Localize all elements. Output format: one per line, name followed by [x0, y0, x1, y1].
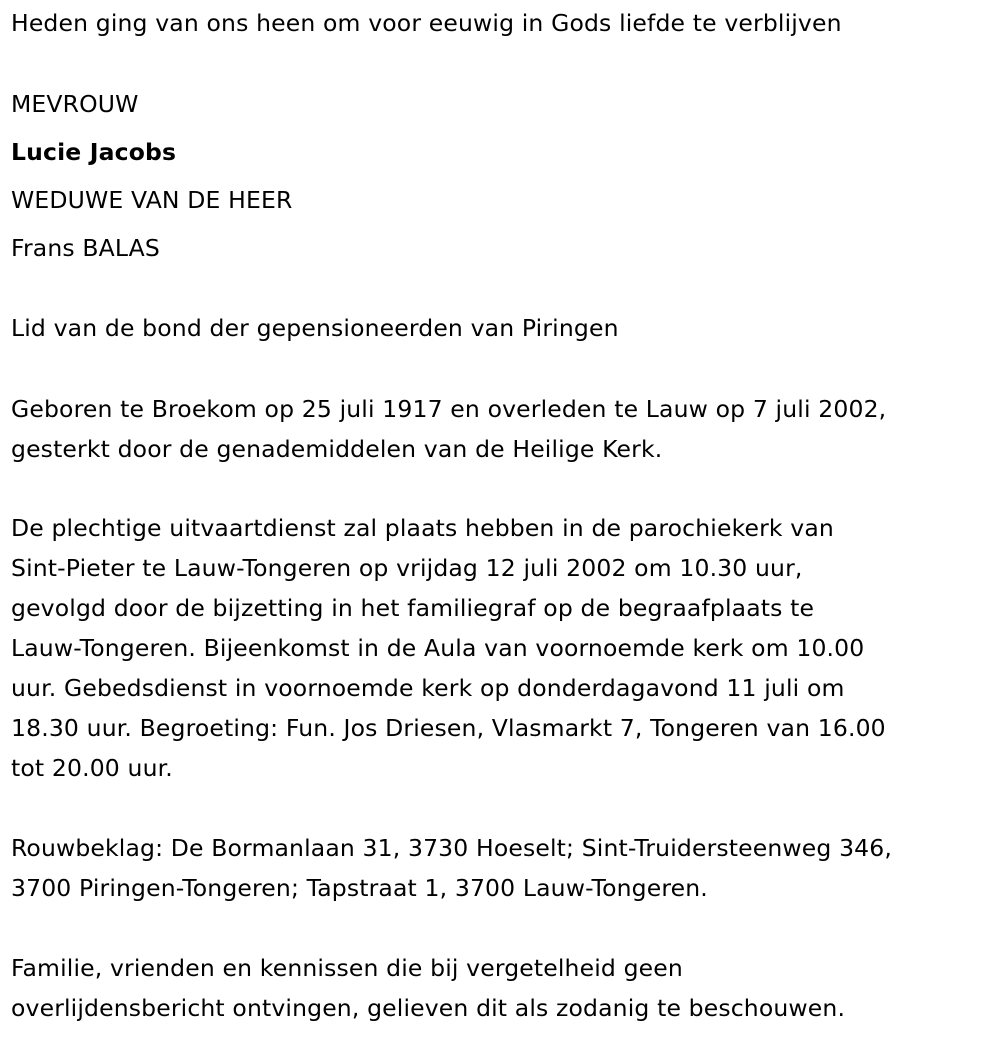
condolences-line: 3700 Piringen-Tongeren; Tapstraat 1, 3700 Lauw-Tongeren.	[11, 874, 708, 902]
deceased-name: Lucie Jacobs	[11, 138, 177, 166]
condolences-line: Rouwbeklag: De Bormanlaan 31, 3730 Hoeselt; Sint-Truidersteenweg 346,	[11, 834, 892, 862]
membership-text: Lid van de bond der gepensioneerden van Piringen	[11, 314, 619, 342]
title-prefix: MEVROUW	[11, 90, 139, 118]
funeral-line: 18.30 uur. Begroeting: Fun. Jos Driesen, Vlasmarkt 7, Tongeren van 16.00	[11, 714, 886, 742]
funeral-line: Lauw-Tongeren. Bijeenkomst in de Aula van voornoemde kerk om 10.00	[11, 634, 865, 662]
birth-death-line: Geboren te Broekom op 25 juli 1917 en overleden te Lauw op 7 juli 2002,	[11, 395, 887, 423]
relation-text: WEDUWE VAN DE HEER	[11, 186, 293, 214]
funeral-line: tot 20.00 uur.	[11, 754, 173, 782]
spouse-name: Frans BALAS	[11, 234, 160, 262]
closing-line: Familie, vrienden en kennissen die bij vergetelheid geen	[11, 954, 683, 982]
funeral-line: gevolgd door de bijzetting in het familiegraf op de begraafplaats te	[11, 594, 815, 622]
birth-death-line: gesterkt door de genademiddelen van de Heilige Kerk.	[11, 435, 663, 463]
closing-line: overlijdensbericht ontvingen, gelieven dit als zodanig te beschouwen.	[11, 994, 846, 1022]
intro-text: Heden ging van ons heen om voor eeuwig in Gods liefde te verblijven	[11, 9, 842, 37]
funeral-line: uur. Gebedsdienst in voornoemde kerk op donderdagavond 11 juli om	[11, 674, 845, 702]
funeral-line: Sint-Pieter te Lauw-Tongeren op vrijdag 12 juli 2002 om 10.30 uur,	[11, 554, 803, 582]
funeral-line: De plechtige uitvaartdienst zal plaats hebben in de parochiekerk van	[11, 514, 834, 542]
